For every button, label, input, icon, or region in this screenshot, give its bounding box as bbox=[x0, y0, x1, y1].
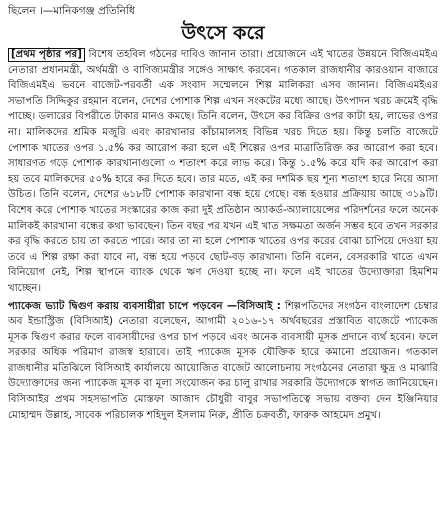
article-paragraph-1 bbox=[8, 47, 438, 297]
article-body-2: শিল্পপতিদের সংগঠন বাংলাদেশ চেম্বার অব ইন্ডাস্ট্রিজ (বিসিআই) নেতারা বলেছেন, আগামী ২০১৬-১৭ অর্থবছরের প্রস্তাবিত বাজেটে প্যাকেজ মূসক দ্বিগুণ করার ফলে ব্যবসায়ীদের ওপর চাপ পড়বে এবং অনেক ব্যবসায়ী মূসক প্রদানে ব্যর্থ হবেন। ফলে সরকার অধিক পরিমাণ রাজস্ব হারাবে। তাই প্যাকেজ মূসক যৌক্তিক হারে কমানো প্রয়োজন। গতকাল রাজধানীর মতিঝিলে বিসিআই কার্যালয়ে আয়োজিত বাজেট আলোচনায় সংগঠনের নেতারা ক্ষুদ্র ও মাঝারি উদ্যোক্তাদের জন্য প্যাকেজ মূসক বা মূল্য সংযোজন কর চালু রাখার সরকারি উদ্যোগকে স্বাগত জানিয়েছেন। বিসিআইর প্রথম সহসভাপতি মোস্তফা আজাদ চৌধুরী বাবুর সভাপতিত্বে সভায় বক্তব্য দেন ইঞ্জিনিয়ার মোহাম্মদ উল্লাহ, সাবেক পরিচালক শহিদুল ইসলাম নিরু, প্রীতি চক্রবর্তী, ফারুক আহমেদ প্রমুখ। bbox=[8, 300, 438, 421]
previous-article-byline: ছিলেন ।—মানিকগঞ্জ প্রতিনিধি bbox=[8, 5, 135, 17]
article-body-1: বিশেষ তহবিল গঠনের দাবিও জানান তারা। প্রয়োজনে এই খাতের উন্নয়নে বিজিএমইএ নেতারা প্রধানমন্ত্রী, অর্থমন্ত্রী ও বাণিজ্যমন্ত্রীর সঙ্গেও সাক্ষাৎ করবেন। গতকাল রাজধানীর কারওয়ান বাজারে বিজিএমইএ ভবনে বাজেট-পরবর্তী এক সংবাদ সম্মেলনে শিল্প মালিকরা এসব জানান। বিজিএমইএর সভাপতি সিদ্দিকুর রহমান বলেন, দেশের পোশাক শিল্প এখন সংকটের মধ্যে আছে। উৎপাদন খরচ ক্রমেই বৃদ্ধি পাচ্ছে। ডলারের বিপরীতে টাকার মানও কমছে। তিনি বলেন, উৎসে কর বিক্রির ওপর কাটা হয়, লাভের ওপর না। মালিকদের শ্রমিক মজুরি এবং কারখানার কাঁচামালসহ বিভিন্ন খরচ দিতে হয়। কিন্তু চলতি বাজেটে পোশাক খাতের ওপর ১.৫% কর আরোপ করা হলে এই শিল্পের ওপর মাত্রাতিরিক্ত কর আরোপ করা হবে। সাধারণত গড়ে পোশাক কারখানাগুলো ৩ শতাংশ করে লাভ করে। কিন্তু ১.৫% করে যদি কর আরোপ করা হয় তবে মালিকদের ৫০% হারে কর দিতে হবে। তার মতে, এই কর দশমিক ছয় শূন্য শতাংশ হারে নিয়ে আসা উচিত। তিনি বলেন, দেশের ৬১৮টি পোশাক কারখানা বন্ধ হয়ে গেছে। বন্ধ হওয়ার প্রক্রিয়ায় আছে ৩১৯টি। বিশেষ করে পোশাক খাতের সংস্কারের কাজ করা দুই প্রতিষ্ঠান অ্যাকর্ড-অ্যালায়েন্সের পরিদর্শনের ফলে অনেক মালিকই কারখানা বন্ধের কথা ভাবছেন। তিন বছর পর যখন এই খাত সক্ষমতা অর্জন সম্ভব হবে তখন সরকার কর বৃদ্ধি করতে চায় তা করতে পারে। আর তা না হলে পোশাক খাতের ওপর করের বোঝা চাপিয়ে দেওয়া হয় তবে এ শিল্প রক্ষা করা যাবে না, বন্ধ হয়ে পড়বে ছোট-বড় কারখানা। তিনি বলেন, বেসরকারি খাতে এখন বিনিয়োগ নেই, শিল্প স্থাপনে ব্যাংক থেকে ঋণ দেওয়া হচ্ছে না। ফলে এই খাতের উদ্যোক্তারা হিমশিম খাচ্ছেন। bbox=[8, 49, 438, 294]
headline: উৎসে করে bbox=[181, 22, 265, 44]
subheading: প্যাকেজ ভ্যাট দ্বিগুণ করায় ব্যবসায়ীরা চাপে পড়বেন —বিসিআই : bbox=[8, 300, 281, 312]
article-paragraph-2 bbox=[8, 299, 438, 424]
continuation-label: [প্রথম পৃষ্ঠার পর] bbox=[8, 48, 85, 62]
